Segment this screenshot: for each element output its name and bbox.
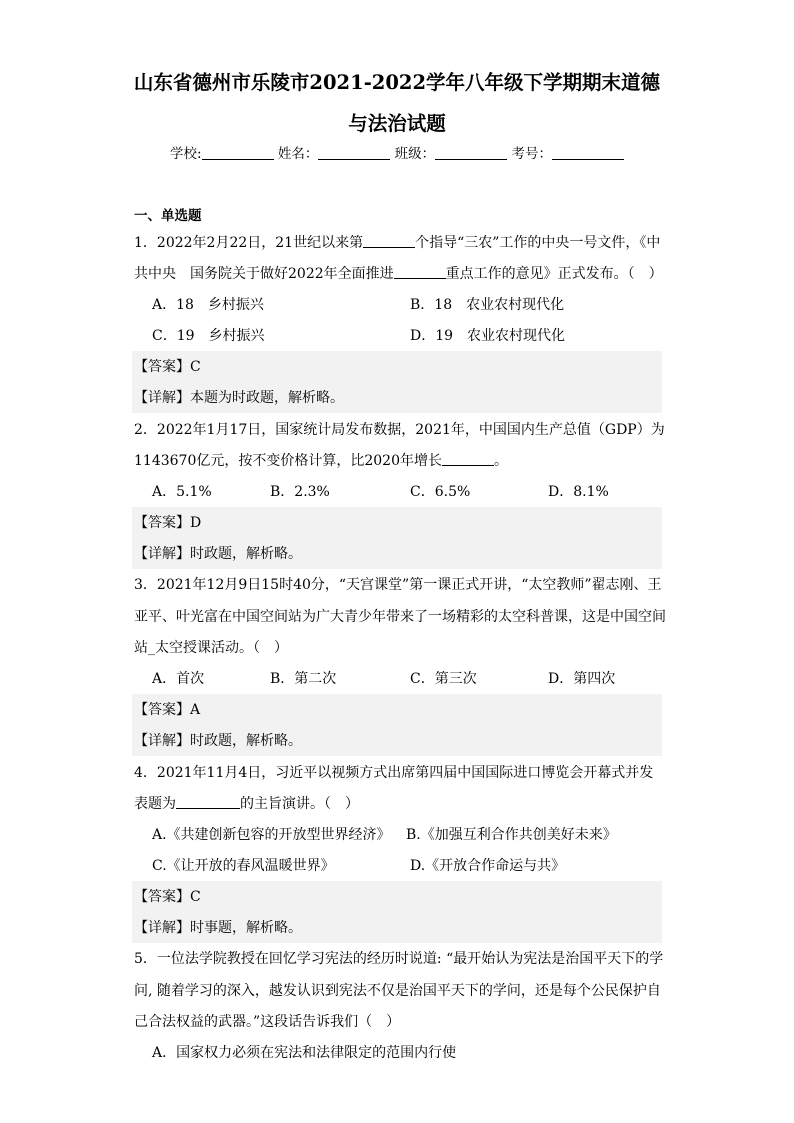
question-5-line-3: 己合法权益的武器。”这段话告诉我们（ ）: [134, 1014, 401, 1030]
question-2-line-2: 1143670亿元，按不变价格计算，比2020年增长 。: [134, 453, 508, 469]
question-1-option-a[interactable]: A．18 乡村振兴: [152, 297, 264, 313]
question-3-line-3: 站_太空授课活动。（ ）: [134, 640, 288, 656]
name-label: 姓名：: [277, 146, 319, 162]
answer-blank: [176, 795, 240, 809]
section-heading: 一、单选题: [134, 208, 202, 224]
exam-title-line-2: 与法治试题: [348, 112, 446, 135]
question-5-line-2: 问, 随着学习的深入，越发认识到宪法不仅是治国平天下的学问，还是每个公民保护自: [134, 983, 661, 999]
question-2-option-b[interactable]: B．2.3%: [270, 484, 330, 500]
question-2-option-c[interactable]: C．6.5%: [410, 484, 471, 500]
question-2-answer: 【答案】D: [132, 507, 662, 538]
class-label: 班级：: [394, 146, 436, 162]
question-3-option-a[interactable]: A．首次: [152, 671, 205, 687]
question-2-line-1: 2．2022年1月17日，国家统计局发布数据，2021年，中国国内生产总值（GDP）为: [134, 422, 665, 438]
number-label: 考号：: [511, 146, 552, 162]
question-4-option-c[interactable]: C.《让开放的春风温暖世界》: [152, 858, 335, 874]
question-1-option-b[interactable]: B．18 农业农村现代化: [410, 297, 565, 313]
question-1-line-2: 共中央 国务院关于做好2022年全面推进 重点工作的意见》正式发布。（ ）: [134, 266, 663, 282]
question-2-option-a[interactable]: A．5.1%: [152, 484, 212, 500]
question-5-line-1: 5．一位法学院教授在回忆学习宪法的经历时说道: “最开始认为宪法是治国平天下的学: [134, 951, 664, 967]
question-1-line-1: 1．2022年2月22日，21世纪以来第 个指导“三农”工作的中央一号文件，《中: [134, 235, 661, 251]
question-1-option-c[interactable]: C．19 乡村振兴: [152, 328, 265, 344]
answer-blank: [394, 265, 446, 279]
question-4-line-1: 4．2021年11月4日，习近平以视频方式出席第四届中国国际进口博览会开幕式并发: [134, 765, 654, 781]
class-blank[interactable]: [435, 145, 507, 160]
question-1-explanation: 【详解】本题为时政题，解析略。: [132, 382, 662, 413]
question-3-line-2: 亚平、叶光富在中国空间站为广大青少年带来了一场精彩的太空科普课，这是中国空间: [134, 609, 666, 625]
name-blank[interactable]: [318, 145, 390, 160]
answer-blank: [363, 234, 415, 248]
question-3-option-d[interactable]: D．第四次: [548, 671, 616, 687]
question-4-option-b[interactable]: B.《加强互利合作共创美好未来》: [406, 827, 617, 843]
question-1-option-d[interactable]: D．19 农业农村现代化: [410, 328, 566, 344]
student-info-row: [0, 143, 794, 165]
question-4-explanation: 【详解】时事题，解析略。: [132, 912, 662, 943]
school-blank[interactable]: [202, 145, 274, 160]
question-3-option-b[interactable]: B．第二次: [270, 671, 337, 687]
answer-blank: [442, 452, 494, 466]
question-2-option-d[interactable]: D．8.1%: [548, 484, 609, 500]
question-4-option-d[interactable]: D.《开放合作命运与共》: [410, 858, 566, 874]
question-5-option-a[interactable]: A．国家权力必须在宪法和法律限定的范围内行使: [152, 1045, 457, 1061]
question-3-line-1: 3．2021年12月9日15时40分，“天宫课堂”第一课正式开讲，“太空教师”翟志刚、王: [134, 577, 662, 593]
question-3-option-c[interactable]: C．第三次: [410, 671, 477, 687]
question-3-answer: 【答案】A: [132, 694, 662, 725]
question-3-explanation: 【详解】时政题，解析略。: [132, 725, 662, 756]
question-2-explanation: 【详解】时政题，解析略。: [132, 538, 662, 569]
question-4-line-2: 表题为 的主旨演讲。（ ）: [134, 796, 359, 812]
school-label: 学校:: [170, 146, 202, 162]
question-4-answer: 【答案】C: [132, 881, 662, 912]
question-4-option-a[interactable]: A.《共建创新包容的开放型世界经济》: [152, 827, 391, 843]
number-blank[interactable]: [552, 145, 624, 160]
question-1-answer: 【答案】C: [132, 351, 662, 382]
exam-title-line-1: 山东省德州市乐陵市2021-2022学年八年级下学期期末道德: [133, 71, 661, 94]
